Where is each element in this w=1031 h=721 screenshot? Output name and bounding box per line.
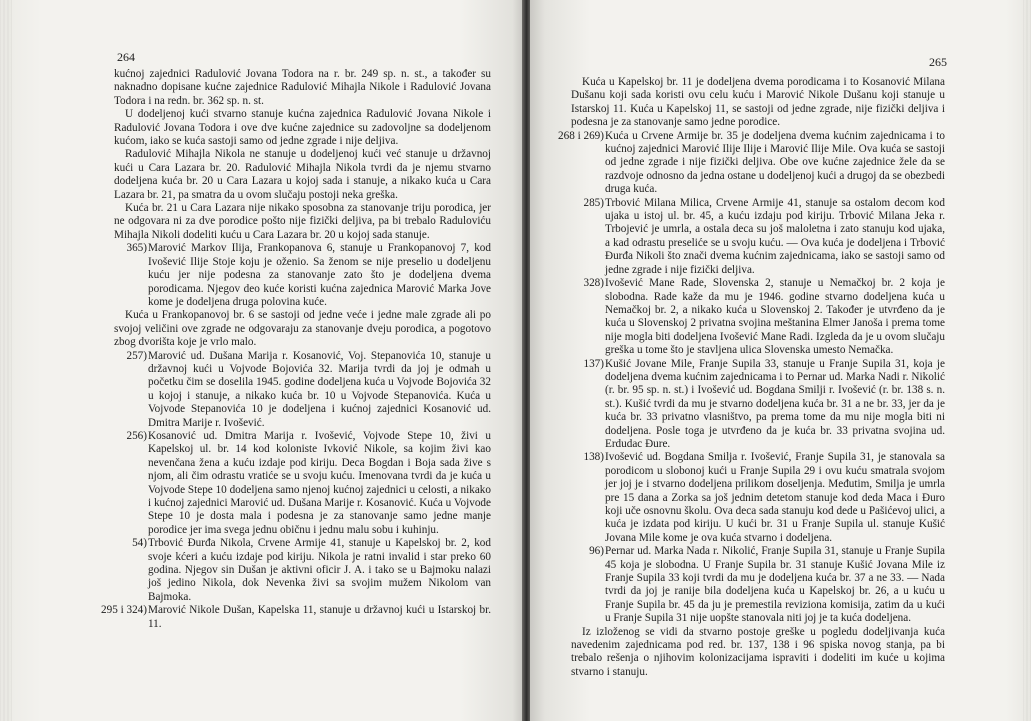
entry-number: 138) [583,451,604,464]
entry-number: 137) [583,357,604,370]
list-entry [101,604,491,631]
entry-number: 295 i 324) [101,604,147,617]
paragraph: Kuća br. 21 u Cara Lazara nije nikako sposobna za stanovanje triju porodica, jer ne odgovara ni za dve porodice pošto nije fizički deljiva, pa bi trebalo Raduloviću Mihajla Nikoli dodeliti kuću u Cara Lazara br. 20 u kojoj sada stanuje. [114,202,491,241]
paragraph: kućnoj zajednici Radulović Jovana Todora na r. br. 249 sp. n. st., a također su naknadno dopisane kućne zajednice Radulović Mihajla Nikole i Radulović Jovana Todora i na redn. br. 362 sp. n. st. [114,68,491,107]
paragraph: Kuća u Frankopanovoj br. 6 se sastoji od jedne veće i jedne male zgrade ali po svojoj veličini ove zgrade ne odgovaraju za stanovanje dveju porodica, a pogotovo zbog dvorišta koje je vrlo malo. [114,309,491,349]
list-entry [114,537,491,604]
entry-text: Ivošević ud. Bogdana Smilja r. Ivošević, Franje Supila 31, je stanovala sa porodicom u slobonoj kući u Franje Supila 29 i ovu kuću smatrala svojom jer joj je i stvarno dodeljena prilikom doseljenja. Međutim, Smilja je umrla pre 15 dana a Zorka sa još jednim detetom stanuje kod deda Maca i Đuro koji uče osnovnu školu. Ova deca sada stanuju kod dede u Pašićevoj ulici, a kuća je izdata pod kiriju. U kući br. 31 u Franje Supila ul. stanuje Kušić Jovana Mile kome je ova kuća stvarno i dodeljena. [605,451,945,544]
entry-number: 54) [132,537,147,550]
page-number: 264 [117,50,135,64]
entry-text: Marović Nikole Dušan, Kapelska 11, stanuje u državnoj kući u Istarskoj br. 11. [148,604,491,630]
list-entry [571,545,945,625]
entry-number: 285) [583,196,604,209]
list-entry [114,430,491,537]
entry-number: 328) [583,277,604,290]
list-entry [571,358,945,452]
entry-text: Kuća u Crvene Armije br. 35 je dodeljena dvema kućnim zajednicama i to kućnoj zajednici Marović Ilije Ilije i Marović Ilije Mile. Ova kuća se sastoji od jedne zgrade i nije fizički deljiva. Obe ove kućne zajednice žele da se razdvoje odnosno da jedna ostane u dodeljenoj kući a drugoj da se obezbedi druga kuća. [605,129,945,196]
entry-text: Pernar ud. Marka Nada r. Nikolić, Franje Supila 31, stanuje u Franje Supila 45 koja je slobodna. U Franje Supila br. 31 stanuje Kušić Jovana Mile iz Franje Supila 33 koji tvrdi da mu je dodeljena kuća br. 37 a ne 33. — Nada tvrdi da joj je ranije bila dodeljena kuća u Kapelskoj br. 26, a u kuću u Franje Supila br. 45 da ju je premestila reviziona komisija, zatim da u kući u Franje Supila 31 nije uopšte stanovala niti joj je ta kuća dodeljena. [605,545,945,625]
list-entry [571,277,945,357]
entry-number: 268 i 269) [558,129,604,142]
entry-text: Marović ud. Dušana Marija r. Kosanović, Voj. Stepanovića 10, stanuje u državnoj kući u Vojvode Bojovića 32. Marija tvrdi da joj je odmah u početku čim se doselila 1945. godine dodeljena kuća u Vojvode Bojovića 32 u kojoj i stanuje, a nikako kuća br. 10 u Vojvode Stepanovića. Kuća u Vojvode Stepanovića 10 je dodeljena i kućnoj zajednici Kosanović ud. Dmitra Marije r. Ivošević. [148,349,491,429]
entry-text: Kosanović ud. Dmitra Marija r. Ivošević, Vojvode Stepe 10, živi u Kapelskoj ul. br. 14 kod koloniste Ivković Nikole, sa kojim živi kao nevenčana žena a kuću izdaje pod kiriju. Deca Bogdan i Boja sada žive s njom, ali čim odrastu vratiće se u svoju kuću. Imenovana tvrdi da je kuća u Vojvode Stepe 10 dodeljena samo njenoj kućnoj zajednici u celosti, a nikako i kućnoj zajednici Marović ud. Dušana Marije r. Kosanović. Kuća u Vojvode Stepe 10 je dosta mala i podesna je za stanovanje samo jedne manje porodice jer ima svega jednu običnu i jednu malu sobu i kuhinju. [148,429,491,536]
entry-text: Trbović Đurđa Nikola, Crvene Armije 41, stanuje u Kapelskoj br. 2, kod svoje kćeri a kuću izdaje pod kiriju. Nikola je ratni invalid i star preko 60 godina. Njegov sin Dušan je aktivni oficir J. A. i tako se u Bajmoku nalazi još jedino Nikola, dok Nevenka živi sa svojim mužem Nikolom van Bajmoka. [148,537,491,603]
paragraph: Kuća u Kapelskoj br. 11 je dodeljena dvema porodicama i to Kosanović Milana Dušanu koji sada koristi ovu celu kuću i Marović Nikole Dušanu koji stanuje u Istarskoj 11. Kuća u Kapelskoj 11, se sastoji od jedne zgrade, nije fizički deljiva i podesna je za stanovanje samo jedne porodice. [571,76,945,129]
list-entry [571,197,945,277]
paragraph: Radulović Mihajla Nikola ne stanuje u dodeljenoj kući već stanuje u državnoj kući u Cara Lazara br. 20. Radulović Mihajla Nikola tvrdi da je njemu stvarno dodeljena kuća br. 20 u Cara Lazara u kojoj sada i stanuje, a nikako kuća u Cara Lazara br. 21, pa smatra da u ovom slučaju postoji neka greška. [114,148,491,201]
list-entry [114,350,491,430]
page-edge [0,0,12,721]
entry-number: 96) [589,545,604,558]
entry-number: 256) [126,429,147,442]
entry-text: Ivošević Mane Rade, Slovenska 2, stanuje u Nemačkoj br. 2 koja je slobodna. Rade kaže da mu je 1946. godine stvarno dodeljena kuća u Nemačkoj br. 2, a nikako kuća u Slovenskoj 2. Također je utvrđeno da je kuća u Slovenskoj 2 privatna svojina meštanina Elmer Janoša i prema tome nije mogla biti dodeljena Ivošević Mane Radi. Izgleda da je u ovom slučaju greška u tome što je stavljena ulica Slovenska umesto Nemačka. [605,277,945,357]
entry-number: 365) [126,242,147,255]
paragraph: Iz izloženog se vidi da stvarno postoje greške u pogledu dodeljivanja kuća navedenim zajednicama pod red. br. 137, 138 i 96 spiska novog stanja, pa bi trebalo rešenja o njihovim kolonizacijama ispraviti i dodeliti im kuće u kojima stvarno i stanuju. [571,625,945,678]
list-entry [558,129,945,197]
page-edge [1023,0,1031,721]
entry-number: 257) [126,349,147,362]
entry-text: Kušić Jovane Mile, Franje Supila 33, stanuje u Franje Supila 31, koja je dodeljena dvema kućnim zajednicama i to Pernar ud. Marka Nadi r. Nikolić (r. br. 95 sp. n. st.) i Ivošević ud. Bogdana Smilji r. Ivošević (r. br. 138 s. n. st.). Kušić tvrdi da mu je stvarno dodeljena kuća br. 31 a ne br. 33, jer da je kuća br. 33 privatno vlasništvo, pa prema tome da mu nije mogla biti ni dodeljena. Posle toga je utvrđeno da je kuća br. 33 privatna svojina ud. Erdudac Đure. [605,357,945,450]
entry-text: Marović Markov Ilija, Frankopanova 6, stanuje u Frankopanovoj 7, kod Ivošević Ilije Stoje koju je oženio. Sa ženom se nije preselio u dodeljenu kuću jer nije podesna za stanovanje zato što je dodeljena dvema porodicama. Njegov deo kuće koristi kućna zajednica Marović Marka Jove kome je dodeljena druga polovina kuće. [148,242,491,308]
list-entry [114,242,491,309]
page-body [558,76,945,679]
paragraph: U dodeljenoj kući stvarno stanuje kućna zajednica Radulović Jovana Nikole i Radulović Jovana Todora i ove dve kućne zajednice su zadovoljne sa dodeljenom kućom, iako se kuća sastoji samo od jedne zgrade i nije deljiva. [114,108,491,148]
page-number: 265 [929,55,947,69]
list-entry [571,451,945,545]
entry-text: Trbović Milana Milica, Crvene Armije 41, stanuje sa ostalom decom kod ujaka u istoj ul. br. 45, a kuću izdaju pod kiriju. Trbović Milana Jeka r. Trbojević je umrla, a ostala deca su još maloletna i zato stanuju kod ujaka, a kad odrastu preseliće se u svoju kuću. — Ova kuća je dodeljena i Trbović Đurđa Nikoli što znači dvema kućnim zajednicama, iako se sastoji samo od jedne zgrade i nije fizički deljiva. [605,196,945,276]
page-body [101,68,491,631]
